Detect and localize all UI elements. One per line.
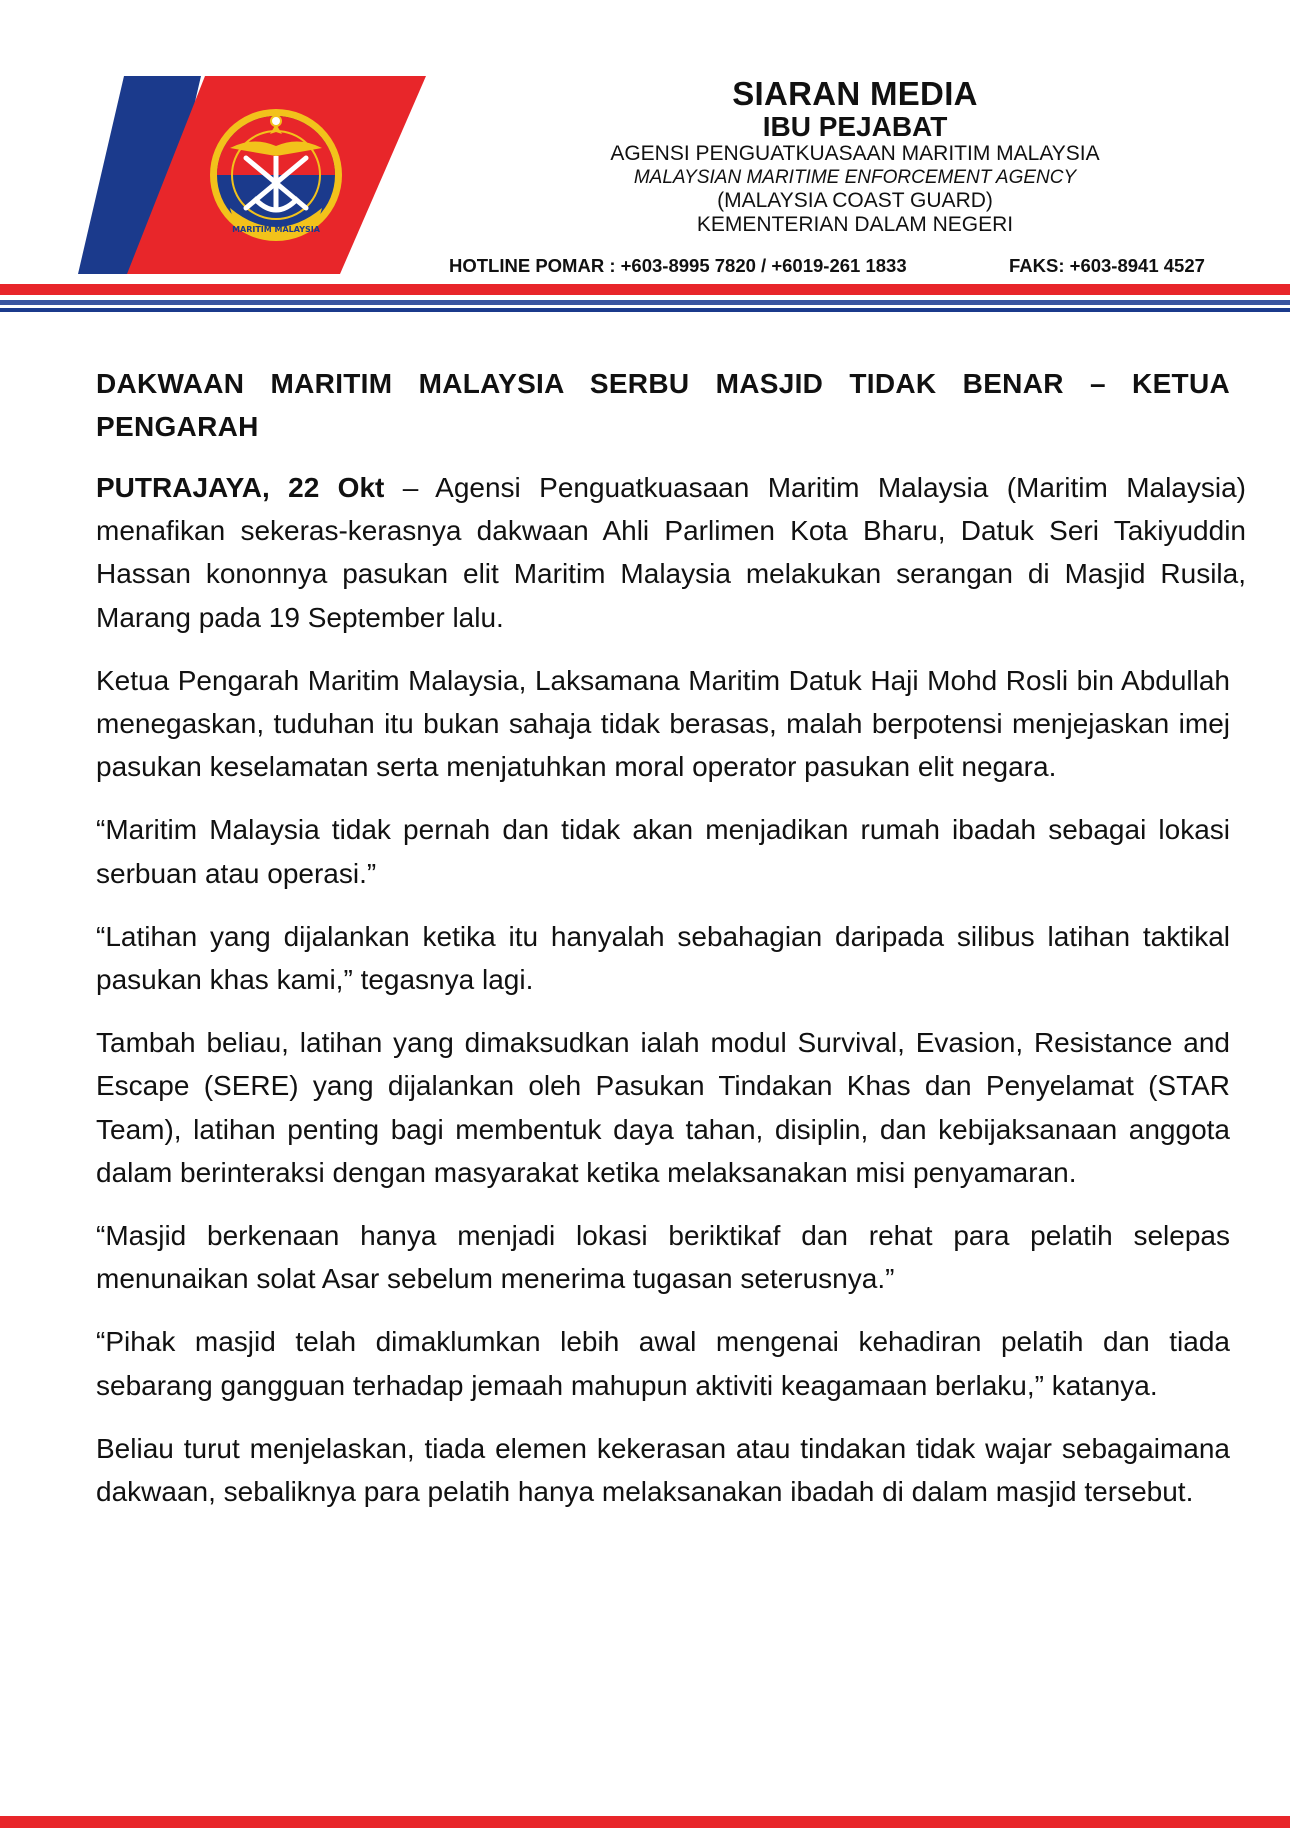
office-subtitle: IBU PEJABAT [762, 111, 948, 142]
paragraph: “Pihak masjid telah dimaklumkan lebih awal mengenai kehadiran pelatih dan tiada sebarang gangguan terhadap jemaah mahupun aktiviti keagamaan berlaku,” katanya. [96, 1326, 1230, 1401]
header-red-band [0, 284, 1290, 295]
letterhead [440, 74, 1270, 236]
lead-paragraph [96, 466, 1246, 639]
article-body [96, 362, 1246, 1533]
lead-text: – Agensi Penguatkuasaan Maritim Malaysia (Maritim Malaysia) menafikan sekeras-kerasnya dakwaan Ahli Parlimen Kota Bharu, Datuk Seri Takiyuddin Hassan kononnya pasukan elit Maritim Malaysia melakukan serangan di Masjid Rusila, Marang pada 19 September lalu. [96, 472, 1246, 633]
agency-name-en: MALAYSIAN MARITIME ENFORCEMENT AGENCY [633, 166, 1077, 188]
agency-name-ms: AGENSI PENGUATKUASAAN MARITIM MALAYSIA [610, 142, 1100, 165]
emblem-text: MARITIM MALAYSIA [232, 225, 320, 234]
paragraph: “Latihan yang dijalankan ketika itu hanyalah sebahagian daripada silibus latihan taktikal pasukan khas kami,” tegasnya lagi. [96, 920, 1230, 996]
release-title: SIARAN MEDIA [732, 75, 978, 112]
agency-logo [78, 76, 430, 274]
header-blue-band [0, 308, 1290, 312]
paragraph: Tambah beliau, latihan yang dimaksudkan ialah modul Survival, Evasion, Resistance and Escape (SERE) yang dijalankan oleh Pasukan Tindakan Khas dan Penyelamat (STAR Team), latihan penting bagi membentuk daya tahan, disiplin, dan kebijaksanaan anggota dalam berinteraksi dengan masyarakat ketika melaksanakan misi penyamaran. [96, 1027, 1230, 1188]
fax-number: FAKS: +603-8941 4527 [1009, 255, 1205, 276]
paragraph: Beliau turut menjelaskan, tiada elemen kekerasan atau tindakan tidak wajar sebagaimana dakwaan, sebaliknya para pelatih hanya melaksanakan ibadah di dalam masjid tersebut. [96, 1432, 1230, 1508]
hotline-number: HOTLINE POMAR : +603-8995 7820 / +6019-261 1833 [449, 255, 907, 276]
coast-guard-label: (MALAYSIA COAST GUARD) [717, 189, 993, 212]
paragraph: “Maritim Malaysia tidak pernah dan tidak akan menjadikan rumah ibadah sebagai lokasi serbuan atau operasi.” [96, 814, 1230, 889]
ministry-name: KEMENTERIAN DALAM NEGERI [696, 212, 1014, 236]
dateline: PUTRAJAYA, 22 Okt [96, 472, 385, 503]
emblem-icon [210, 109, 342, 241]
article-headline: DAKWAAN MARITIM MALAYSIA SERBU MASJID TIDAK BENAR – KETUA PENGARAH [96, 368, 1230, 442]
paragraph: Ketua Pengarah Maritim Malaysia, Laksamana Maritim Datuk Haji Mohd Rosli bin Abdullah menegaskan, tuduhan itu bukan sahaja tidak berasas, malah berpotensi menjejaskan imej pasukan keselamatan serta menjatuhkan moral operator pasukan elit negara. [96, 664, 1230, 783]
paragraph: “Masjid berkenaan hanya menjadi lokasi beriktikaf dan rehat para pelatih selepas menunaikan solat Asar sebelum menerima tugasan seterusnya.” [96, 1220, 1230, 1295]
footer-red-band [0, 1816, 1290, 1828]
